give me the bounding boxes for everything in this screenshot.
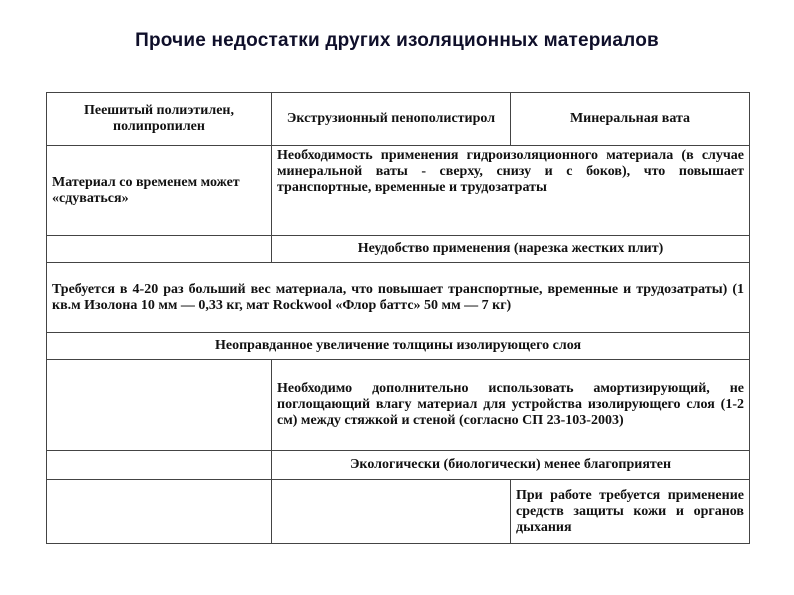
cell-empty — [47, 360, 272, 451]
cell-protection: При работе требуется применение средств защиты кожи и органов дыхания — [511, 480, 750, 544]
cell-empty — [272, 480, 511, 544]
cell-settling: Материал со временем может «сдуваться» — [47, 146, 272, 236]
comparison-table — [46, 92, 750, 544]
slide-title: Прочие недостатки других изоляционных материалов — [135, 30, 659, 51]
header-cell-extruded-polystyrene: Экструзионный пенополистирол — [272, 93, 511, 146]
cell-waterproofing: Необходимость применения гидроизоляционного материала (в случае минеральной ваты - сверху, снизу и с боков), что повышает транспортные, временные и трудозатраты — [272, 146, 750, 236]
table-row — [47, 263, 750, 333]
cell-weight: Требуется в 4-20 раз больший вес материала, что повышает транспортные, временные и трудозатраты) (1 кв.м Изолона 10 мм — 0,33 кг, мат Rockwool «Флор баттс» 50 мм — 7 кг) — [47, 263, 750, 333]
table-row — [47, 480, 750, 544]
cell-empty — [47, 480, 272, 544]
header-cell-polyethylene: Пеешитый полиэтилен, полипропилен — [47, 93, 272, 146]
cell-empty — [47, 451, 272, 480]
cell-thickness: Неоправданное увеличение толщины изолирующего слоя — [47, 333, 750, 360]
cell-ecology: Экологически (биологически) менее благоприятен — [272, 451, 750, 480]
header-cell-mineral-wool: Минеральная вата — [511, 93, 750, 146]
cell-damping-layer: Необходимо дополнительно использовать амортизирующий, не поглощающий влагу материал для устройства изолирующего слоя (1-2 см) между стяжкой и стеной (согласно СП 23-103-2003) — [272, 360, 750, 451]
table-row — [47, 451, 750, 480]
table-row — [47, 146, 750, 236]
table-row — [47, 333, 750, 360]
table-row — [47, 236, 750, 263]
cell-empty — [47, 236, 272, 263]
cell-inconvenience: Неудобство применения (нарезка жестких плит) — [272, 236, 750, 263]
table-row — [47, 360, 750, 451]
header-row — [47, 93, 750, 146]
